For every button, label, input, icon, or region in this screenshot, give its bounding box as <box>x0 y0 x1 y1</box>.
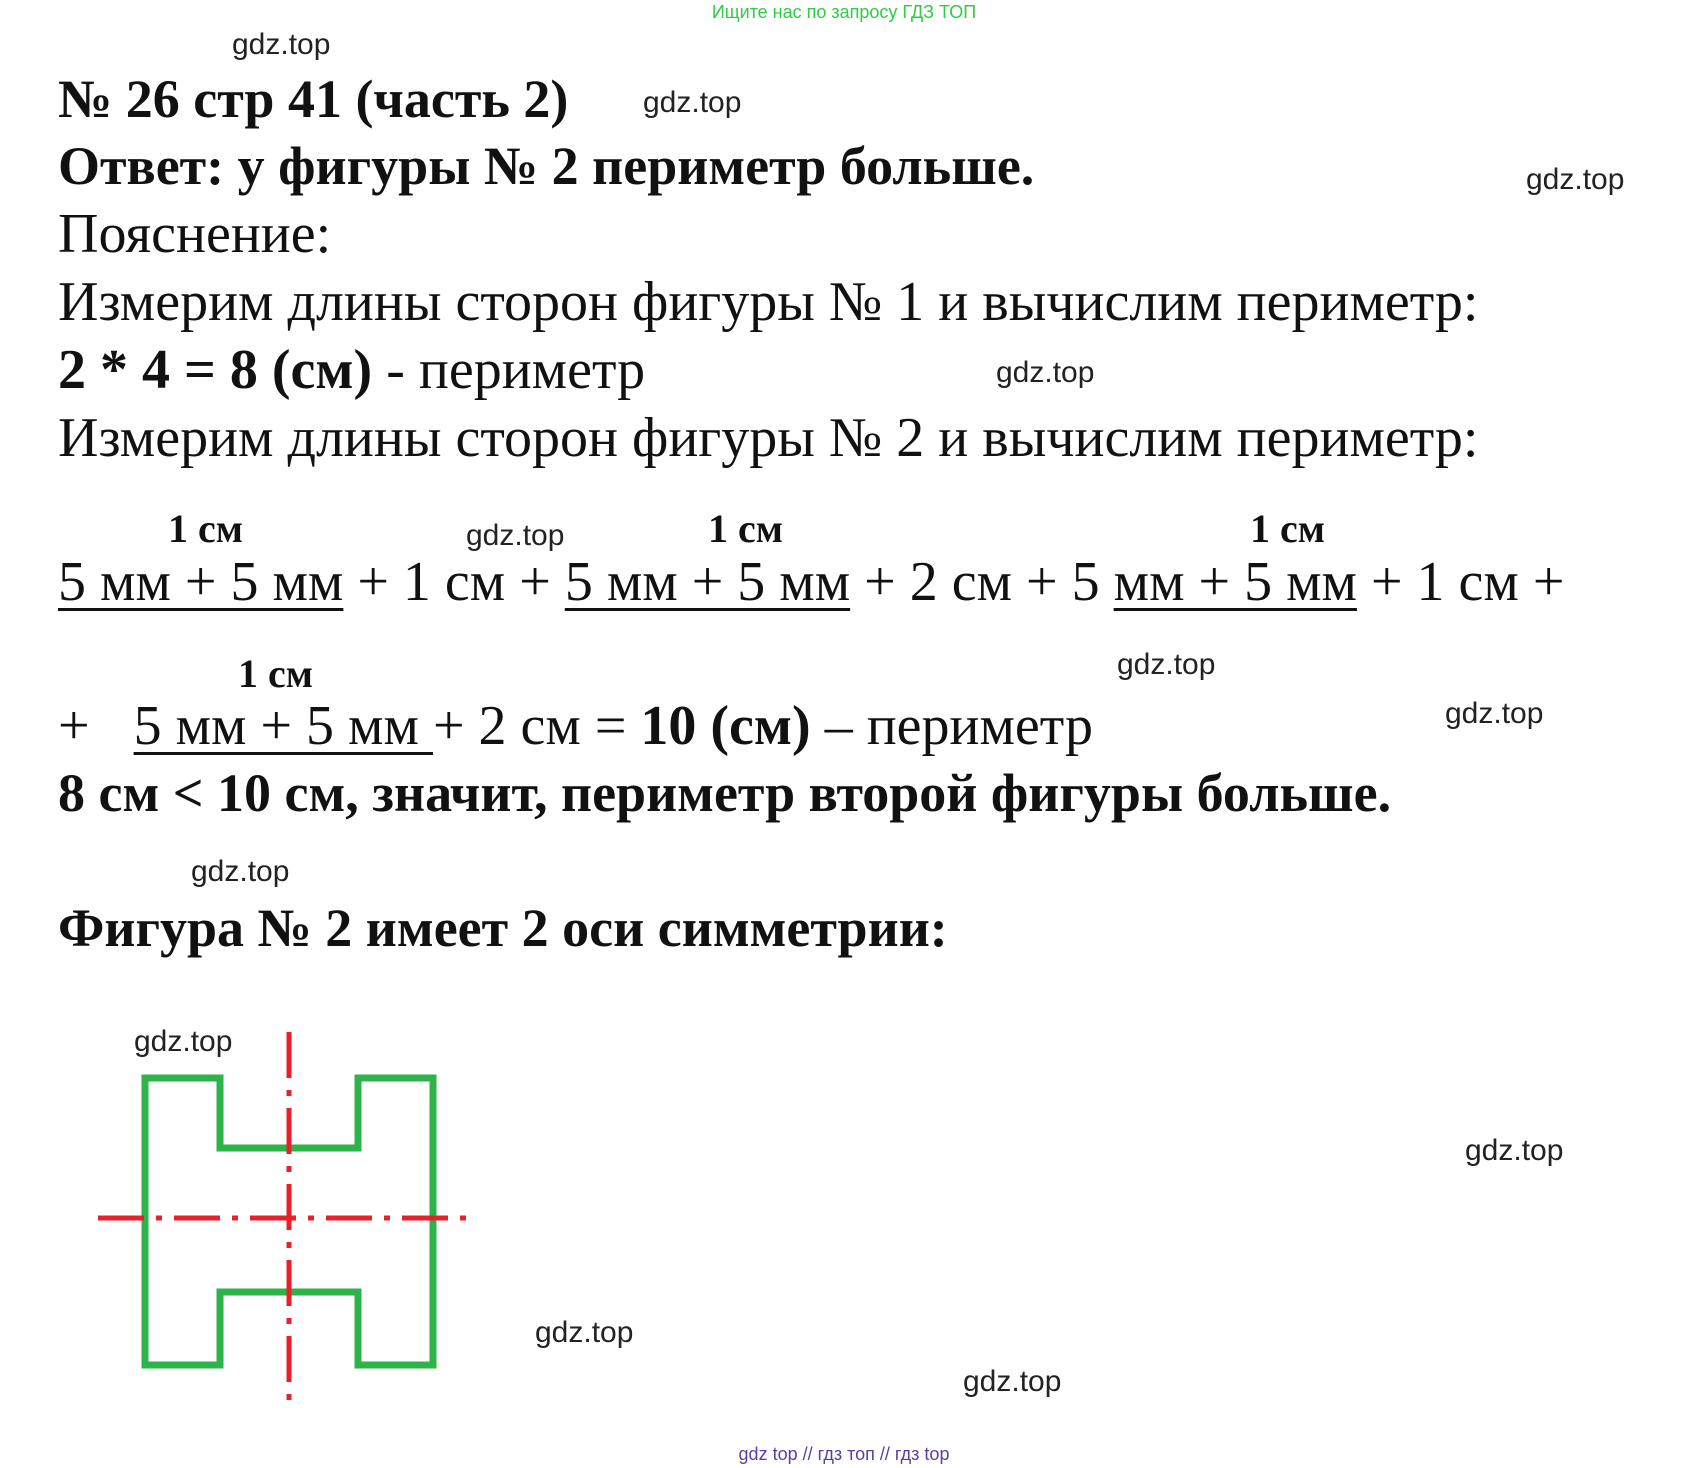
calc-part: + 2 см + 5 <box>850 551 1114 613</box>
explanation-label: Пояснение: <box>58 203 332 265</box>
calc-part: + 1 см + <box>343 551 565 613</box>
result-value: 10 (см) <box>640 695 811 757</box>
watermark: gdz.top <box>963 1365 1062 1398</box>
watermark: gdz.top <box>134 1025 233 1058</box>
watermark: gdz.top <box>996 356 1095 389</box>
label-1cm: 1 см <box>238 651 313 696</box>
step1-formula: 2 * 4 = 8 (см) <box>58 339 373 401</box>
watermark: gdz.top <box>1117 648 1216 681</box>
calc-part: + 2 см = <box>432 695 641 757</box>
answer-text: Ответ: у фигуры № 2 периметр больше. <box>58 136 1035 196</box>
watermark: gdz.top <box>1445 697 1544 730</box>
group-2: 5 мм + 5 мм <box>564 551 851 613</box>
label-1cm: 1 см <box>168 506 243 551</box>
step2-text: Измерим длины сторон фигуры № 2 и вычислим периметр: <box>58 407 1479 469</box>
group-4: 5 мм + 5 мм <box>133 695 433 757</box>
comparison-text: 8 см < 10 см, значит, периметр второй фигуры больше. <box>58 763 1392 823</box>
watermark: gdz.top <box>466 519 565 552</box>
watermark: gdz.top <box>1526 163 1625 196</box>
group-1: 5 мм + 5 мм <box>58 551 344 613</box>
top-banner[interactable]: Ищите нас по запросу ГДЗ ТОП <box>711 2 977 22</box>
symmetry-heading: Фигура № 2 имеет 2 оси симметрии: <box>58 898 948 958</box>
result-suffix: – периметр <box>810 695 1093 757</box>
label-1cm: 1 см <box>708 506 783 551</box>
calc-plus: + <box>58 695 90 757</box>
watermark: gdz.top <box>643 86 742 119</box>
watermark: gdz.top <box>1465 1134 1564 1167</box>
watermark: gdz.top <box>535 1316 634 1349</box>
label-1cm: 1 см <box>1250 506 1325 551</box>
watermark: gdz.top <box>232 28 331 61</box>
watermark: gdz.top <box>191 855 290 888</box>
step1-suffix: - периметр <box>372 339 646 401</box>
step1-text: Измерим длины сторон фигуры № 1 и вычислим периметр: <box>58 271 1479 333</box>
page-title: № 26 стр 41 (часть 2) <box>58 69 569 129</box>
calc-part: + 1 см + <box>1356 551 1565 613</box>
footer-links[interactable]: gdz top // гдз топ // гдз top <box>738 1444 950 1464</box>
group-3: мм + 5 мм <box>1113 551 1357 613</box>
